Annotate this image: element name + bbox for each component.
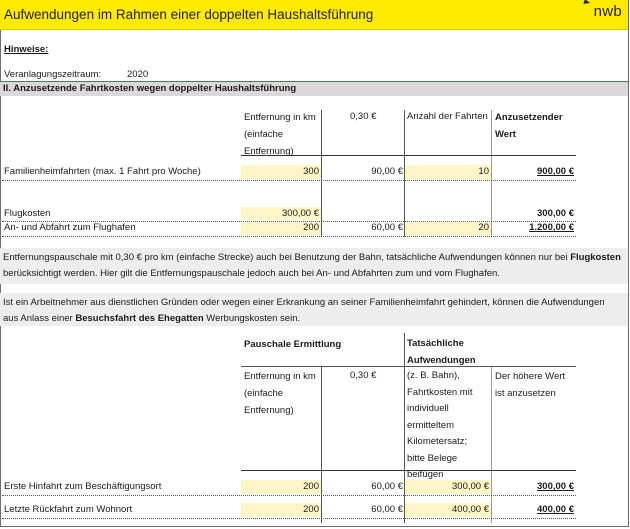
table2-header-actual: (z. B. Bahn), Fahrtkosten mit individuell ermitteltem Kilometersatz; bitte Belege beifügen — [407, 370, 473, 480]
table1-header-trips: Anzahl der Fahrten — [407, 111, 488, 122]
row-label: Erste Hinfahrt zum Beschäftigungsort — [4, 481, 162, 492]
section-header — [0, 81, 628, 96]
section-title: II. Anzusetzende Fahrtkosten wegen doppelter Haushaltsführung — [3, 83, 297, 94]
row-total: 300,00 € — [537, 208, 574, 219]
nwb-logo: nwb — [593, 3, 622, 20]
group-header-pauschal: Pauschale Ermittlung — [244, 339, 342, 350]
note-besuchsfahrt: Ist ein Arbeitnehmer aus dienstlichen Gründen oder wegen einer Erkrankung an seiner Familienheimfahrt gehindert, können die Aufwendungen aus Anlass einer Besuchsfahrt des Ehegatten Werbungskosten sein. — [0, 293, 628, 326]
table1-header-value: Anzusetzender Wert — [495, 112, 563, 140]
row-total: 900,00 € — [537, 166, 574, 177]
note-entfernungspauschale: Entfernungspauschale mit 0,30 € pro km (einfache Strecke) auch bei Benutzung der Bahn, tatsächliche Aufwendungen können nur bei Flugkosten berücksichtigt werden. Hier gilt die Entfernungspauschale jedoch auch bei An- und Abfahrten zum und vom Flughafen. — [0, 248, 628, 284]
table2-header-rate: 0,30 € — [350, 370, 377, 381]
table1-header-rate: 0,30 € — [350, 111, 377, 122]
page-title: Aufwendungen im Rahmen einer doppelten Haushaltsführung — [4, 7, 374, 22]
flight-cost-input[interactable]: 300,00 € — [282, 208, 319, 219]
col-divider — [491, 367, 492, 523]
row-label: An- und Abfahrt zum Flughafen — [4, 222, 136, 233]
table2-header-distance: Entfernung in km (einfache Entfernung) — [244, 371, 316, 416]
veranlagung-label: Veranlagungszeitraum: — [4, 69, 102, 80]
trips-input[interactable]: 20 — [478, 222, 489, 233]
distance-input[interactable]: 200 — [303, 481, 319, 492]
table1-header-distance: Entfernung in km (einfache Entfernung) — [244, 112, 316, 157]
row-label: Letzte Rückfahrt zum Wohnort — [4, 504, 133, 515]
col-divider — [321, 367, 322, 523]
header-bar — [0, 0, 628, 30]
row-label: Familienheimfahrten (max. 1 Fahrt pro Woche) — [4, 166, 201, 177]
veranlagung-value[interactable]: 2020 — [127, 69, 149, 80]
row-divider — [2, 518, 576, 519]
row-divider — [2, 236, 576, 237]
trips-input[interactable]: 10 — [478, 166, 489, 177]
rate-value: 60,00 € — [371, 222, 403, 233]
row-total: 400,00 € — [537, 504, 574, 515]
distance-input[interactable]: 200 — [303, 222, 319, 233]
rate-value: 90,00 € — [371, 166, 403, 177]
rate-value: 60,00 € — [371, 504, 403, 515]
row-total: 1.200,00 € — [529, 222, 574, 233]
actual-cost-input[interactable]: 300,00 € — [452, 481, 489, 492]
row-divider — [2, 495, 576, 496]
row-divider — [2, 180, 576, 181]
row-total: 300,00 € — [537, 481, 574, 492]
distance-input[interactable]: 200 — [303, 504, 319, 515]
table2-header-higher: Der höhere Wert ist anzusetzen — [495, 371, 566, 399]
actual-cost-input[interactable]: 400,00 € — [452, 504, 489, 515]
row-label: Flugkosten — [4, 208, 51, 219]
distance-input[interactable]: 300 — [303, 166, 319, 177]
rate-value: 60,00 € — [371, 481, 403, 492]
logo-mark-icon — [583, 0, 590, 6]
hinweise-link[interactable]: Hinweise: — [4, 44, 49, 55]
group-header-actual: Tatsächliche Aufwendungen — [407, 338, 476, 366]
